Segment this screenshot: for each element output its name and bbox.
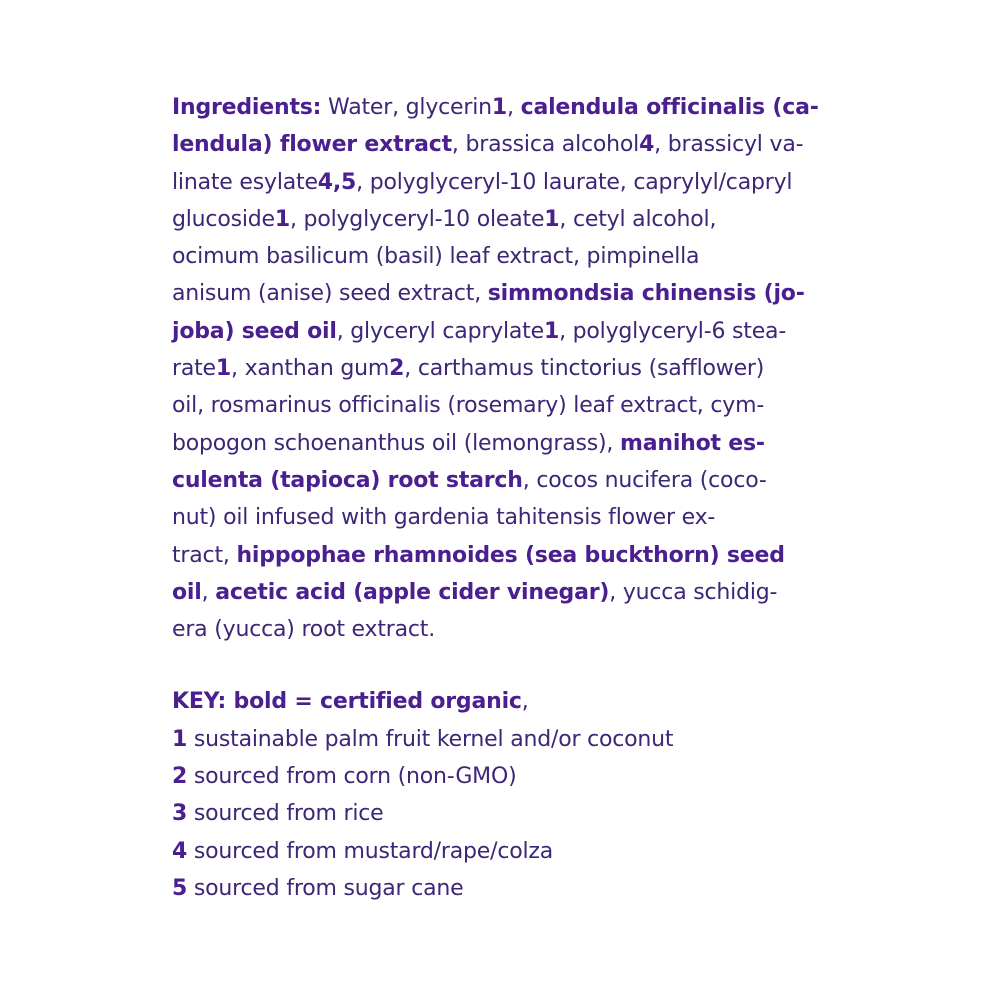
key-line — [172, 833, 872, 870]
bold-text-segment: 4 — [172, 838, 188, 864]
key-legend — [172, 683, 872, 907]
bold-text-segment: 1 — [544, 206, 560, 232]
ingredients-line — [172, 425, 872, 462]
section-spacer — [172, 648, 872, 683]
bold-text-segment: lendula) flower extract — [172, 132, 452, 158]
ingredients-line — [172, 387, 872, 424]
key-line — [172, 795, 872, 832]
bold-text-segment: KEY: bold = certified organic — [172, 689, 522, 715]
text-segment: , carthamus tinctorius (safflower) — [404, 356, 765, 382]
text-segment: linate esylate — [172, 169, 318, 195]
bold-text-segment: 1 — [543, 318, 560, 344]
key-line — [172, 870, 872, 907]
text-segment: , xanthan gum — [231, 356, 390, 382]
ingredients-line — [172, 611, 872, 648]
bold-text-segment: manihot es- — [619, 430, 765, 456]
text-segment: , brassicyl va- — [654, 132, 804, 158]
bold-text-segment: hippophae rhamnoides (sea buckthorn) seed — [236, 542, 785, 568]
bold-text-segment: joba) seed oil — [172, 318, 337, 344]
ingredient-label — [172, 89, 872, 907]
ingredients-paragraph — [172, 89, 872, 648]
ingredients-line — [172, 89, 872, 126]
text-segment: , brassica alcohol — [451, 132, 640, 158]
ingredients-line — [172, 462, 872, 499]
bold-text-segment: culenta (tapioca) root starch — [172, 467, 523, 493]
bold-text-segment: 1 — [491, 95, 508, 120]
text-segment: sourced from corn (non-GMO) — [187, 764, 517, 790]
key-line — [172, 683, 872, 720]
bold-text-segment: 1 — [274, 206, 290, 232]
text-segment: ocimum basilicum (basil) leaf extract, pimpinella — [172, 244, 700, 270]
text-segment: nut) oil infused with gardenia tahitensis flower ex- — [172, 505, 716, 531]
ingredients-line — [172, 238, 872, 275]
ingredients-line — [172, 164, 872, 201]
ingredients-line — [172, 313, 872, 350]
bold-text-segment: oil — [172, 579, 202, 605]
bold-text-segment: 2 — [389, 356, 405, 382]
bold-text-segment: 2 — [172, 764, 188, 790]
bold-text-segment: acetic acid (apple cider vinegar) — [215, 579, 610, 605]
text-segment: , — [521, 689, 529, 715]
text-segment: era (yucca) root extract. — [172, 617, 435, 643]
text-segment: oil, rosmarinus officinalis (rosemary) leaf extract, cym- — [172, 393, 765, 419]
text-segment: , glyceryl caprylate — [336, 318, 544, 344]
text-segment: sourced from rice — [187, 801, 384, 827]
key-line — [172, 721, 872, 758]
text-segment: anisum (anise) seed extract, — [172, 281, 488, 307]
text-segment: Water, glycerin — [321, 95, 492, 120]
text-segment: tract, — [172, 542, 237, 568]
text-segment: , polyglyceryl-6 stea- — [559, 318, 787, 344]
bold-text-segment: calendula officinalis (ca- — [520, 95, 819, 120]
bold-text-segment: 4,5 — [317, 169, 357, 195]
ingredients-line — [172, 499, 872, 536]
ingredients-line — [172, 126, 872, 163]
bold-text-segment: 1 — [172, 726, 188, 752]
bold-text-segment: 5 — [172, 875, 188, 901]
text-segment: sustainable palm fruit kernel and/or coconut — [187, 726, 674, 752]
ingredients-line — [172, 201, 872, 238]
bold-text-segment: 3 — [172, 801, 188, 827]
bold-text-segment: simmondsia chinensis (jo- — [487, 281, 805, 307]
text-segment: , — [507, 95, 521, 120]
key-line — [172, 758, 872, 795]
bold-text-segment: 1 — [215, 356, 231, 382]
bold-text-segment: Ingredients: — [172, 95, 322, 120]
ingredients-line — [172, 537, 872, 574]
ingredients-line — [172, 275, 872, 312]
text-segment: , polyglyceryl-10 oleate — [289, 206, 545, 232]
text-segment: bopogon schoenanthus oil (lemongrass), — [172, 430, 620, 456]
text-segment: rate — [172, 356, 216, 382]
text-segment: , yucca schidig- — [609, 579, 778, 605]
text-segment: sourced from mustard/rape/colza — [187, 838, 554, 864]
text-segment: , — [201, 579, 216, 605]
text-segment: , cetyl alcohol, — [559, 206, 717, 232]
ingredients-line — [172, 350, 872, 387]
text-segment: glucoside — [172, 206, 275, 232]
bold-text-segment: 4 — [639, 132, 655, 158]
text-segment: , cocos nucifera (coco- — [522, 467, 767, 493]
ingredients-line — [172, 574, 872, 611]
text-segment: , polyglyceryl-10 laurate, caprylyl/capryl — [356, 169, 793, 195]
text-segment: sourced from sugar cane — [187, 875, 464, 901]
